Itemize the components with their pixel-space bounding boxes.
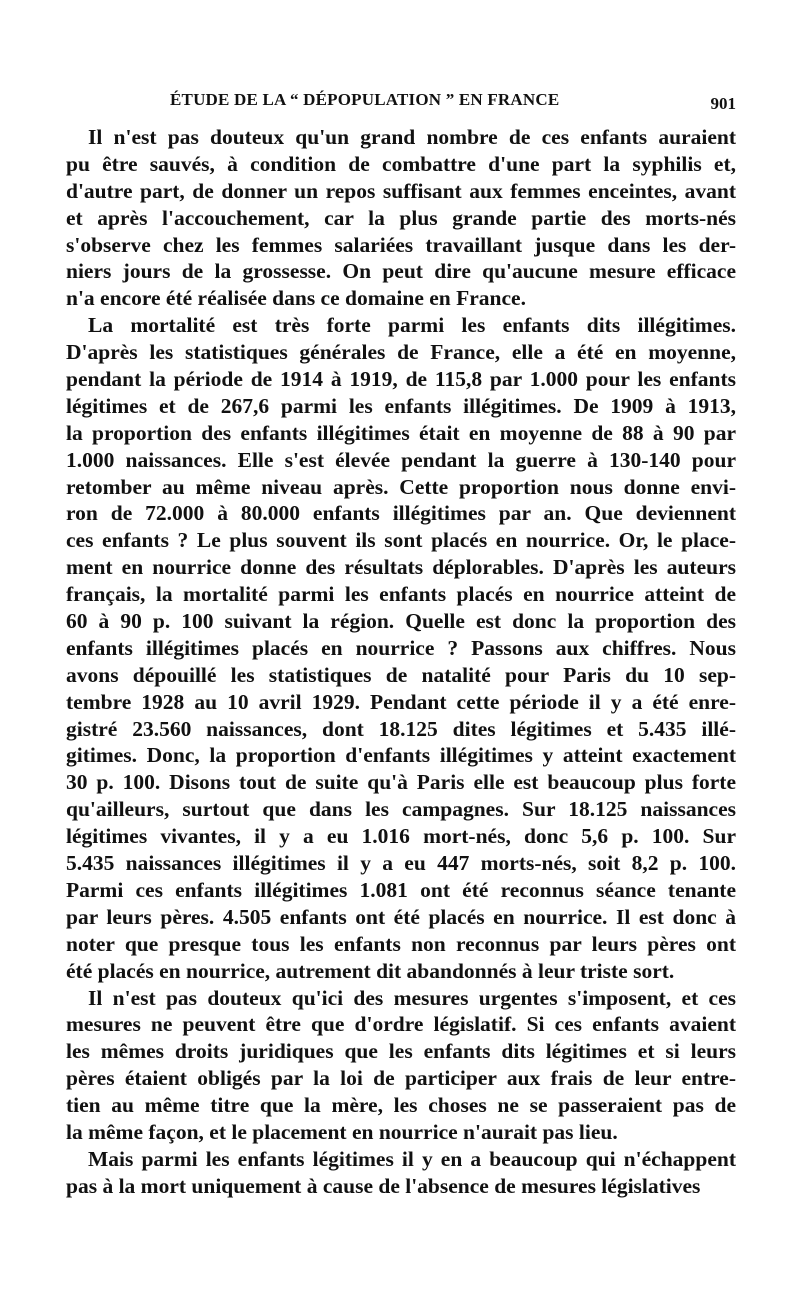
text-line: enfants illégitimes placés en nourrice ? Passons aux chiffres. Nous: [66, 635, 736, 660]
text-line: gistré 23.560 naissances, dont 18.125 dites légitimes et 5.435 illé-: [66, 716, 736, 741]
text-line: pendant la période de 1914 à 1919, de 115,8 par 1.000 pour les enfants: [66, 367, 736, 392]
text-line: légitimes vivantes, il y a eu 1.016 mort-nés, donc 5,6 p. 100. Sur: [66, 824, 736, 849]
paragraph: [66, 312, 736, 984]
text-line: 60 à 90 p. 100 suivant la région. Quelle est donc la proportion des: [66, 609, 736, 634]
text-line: la même façon, et le placement en nourrice n'aurait pas lieu.: [66, 1119, 618, 1144]
text-line: s'observe chez les femmes salariées travaillant jusque dans les der-: [66, 232, 736, 257]
running-head: [66, 88, 736, 124]
paragraph: [66, 985, 736, 1146]
text-line: les mêmes droits juridiques que les enfants dits légitimes et si leurs: [66, 1039, 736, 1064]
text-line: avons dépouillé les statistiques de natalité pour Paris du 10 sep-: [66, 662, 736, 687]
text-line: ron de 72.000 à 80.000 enfants illégitimes par an. Que deviennent: [66, 501, 736, 526]
text-line: 5.435 naissances illégitimes il y a eu 447 morts-nés, soit 8,2 p. 100.: [66, 851, 736, 876]
text-line: légitimes et de 267,6 parmi les enfants illégitimes. De 1909 à 1913,: [66, 393, 736, 418]
page-number: 901: [710, 94, 736, 113]
text-line: par leurs pères. 4.505 enfants ont été placés en nourrice. Il est donc à: [66, 904, 736, 929]
text-line: français, la mortalité parmi les enfants placés en nourrice atteint de: [66, 582, 736, 607]
paragraph: [66, 124, 736, 312]
text-line: Il n'est pas douteux qu'ici des mesures urgentes s'imposent, et ces: [88, 985, 736, 1010]
text-line: 1.000 naissances. Elle s'est élevée pendant la guerre à 130-140 pour: [66, 447, 736, 472]
text-line: Parmi ces enfants illégitimes 1.081 ont été reconnus séance tenante: [66, 877, 736, 902]
text-line: ces enfants ? Le plus souvent ils sont placés en nourrice. Or, le place-: [66, 528, 736, 553]
text-line: tembre 1928 au 10 avril 1929. Pendant cette période il y a été enre-: [66, 689, 736, 714]
text-line: pas à la mort uniquement à cause de l'absence de mesures législatives: [66, 1173, 701, 1198]
paragraph: [66, 1146, 736, 1200]
text-line: ment en nourrice donne des résultats déplorables. D'après les auteurs: [66, 555, 736, 580]
text-line: 30 p. 100. Disons tout de suite qu'à Paris elle est beaucoup plus forte: [66, 770, 736, 795]
text-line: pères étaient obligés par la loi de participer aux frais de leur entre-: [66, 1066, 736, 1091]
body-text: [66, 124, 736, 1200]
text-line: niers jours de la grossesse. On peut dire qu'aucune mesure efficace: [66, 259, 736, 284]
text-line: gitimes. Donc, la proportion d'enfants illégitimes y atteint exactement: [66, 743, 736, 768]
text-line: La mortalité est très forte parmi les enfants dits illégitimes.: [88, 313, 736, 338]
text-line: la proportion des enfants illégitimes était en moyenne de 88 à 90 par: [66, 420, 736, 445]
text-line: d'autre part, de donner un repos suffisant aux femmes enceintes, avant: [66, 178, 736, 203]
text-line: retomber au même niveau après. Cette proportion nous donne envi-: [66, 474, 736, 499]
text-line: D'après les statistiques générales de France, elle a été en moyenne,: [66, 340, 736, 365]
text-line: Mais parmi les enfants légitimes il y en a beaucoup qui n'échappent: [88, 1146, 736, 1171]
text-line: Il n'est pas douteux qu'un grand nombre de ces enfants auraient: [88, 125, 736, 149]
running-head-title: ÉTUDE DE LA “ DÉPOPULATION ” EN FRANCE: [170, 90, 560, 109]
text-line: n'a encore été réalisée dans ce domaine en France.: [66, 286, 526, 311]
text-line: et après l'accouchement, car la plus grande partie des morts-nés: [66, 205, 736, 230]
book-page: [66, 88, 736, 1200]
text-line: mesures ne peuvent être que d'ordre législatif. Si ces enfants avaient: [66, 1012, 736, 1037]
text-line: été placés en nourrice, autrement dit abandonnés à leur triste sort.: [66, 958, 675, 983]
text-line: tien au même titre que la mère, les choses ne se passeraient pas de: [66, 1093, 736, 1118]
text-line: noter que presque tous les enfants non reconnus par leurs pères ont: [66, 931, 736, 956]
text-line: qu'ailleurs, surtout que dans les campagnes. Sur 18.125 naissances: [66, 797, 736, 822]
text-line: pu être sauvés, à condition de combattre d'une part la syphilis et,: [66, 151, 736, 176]
